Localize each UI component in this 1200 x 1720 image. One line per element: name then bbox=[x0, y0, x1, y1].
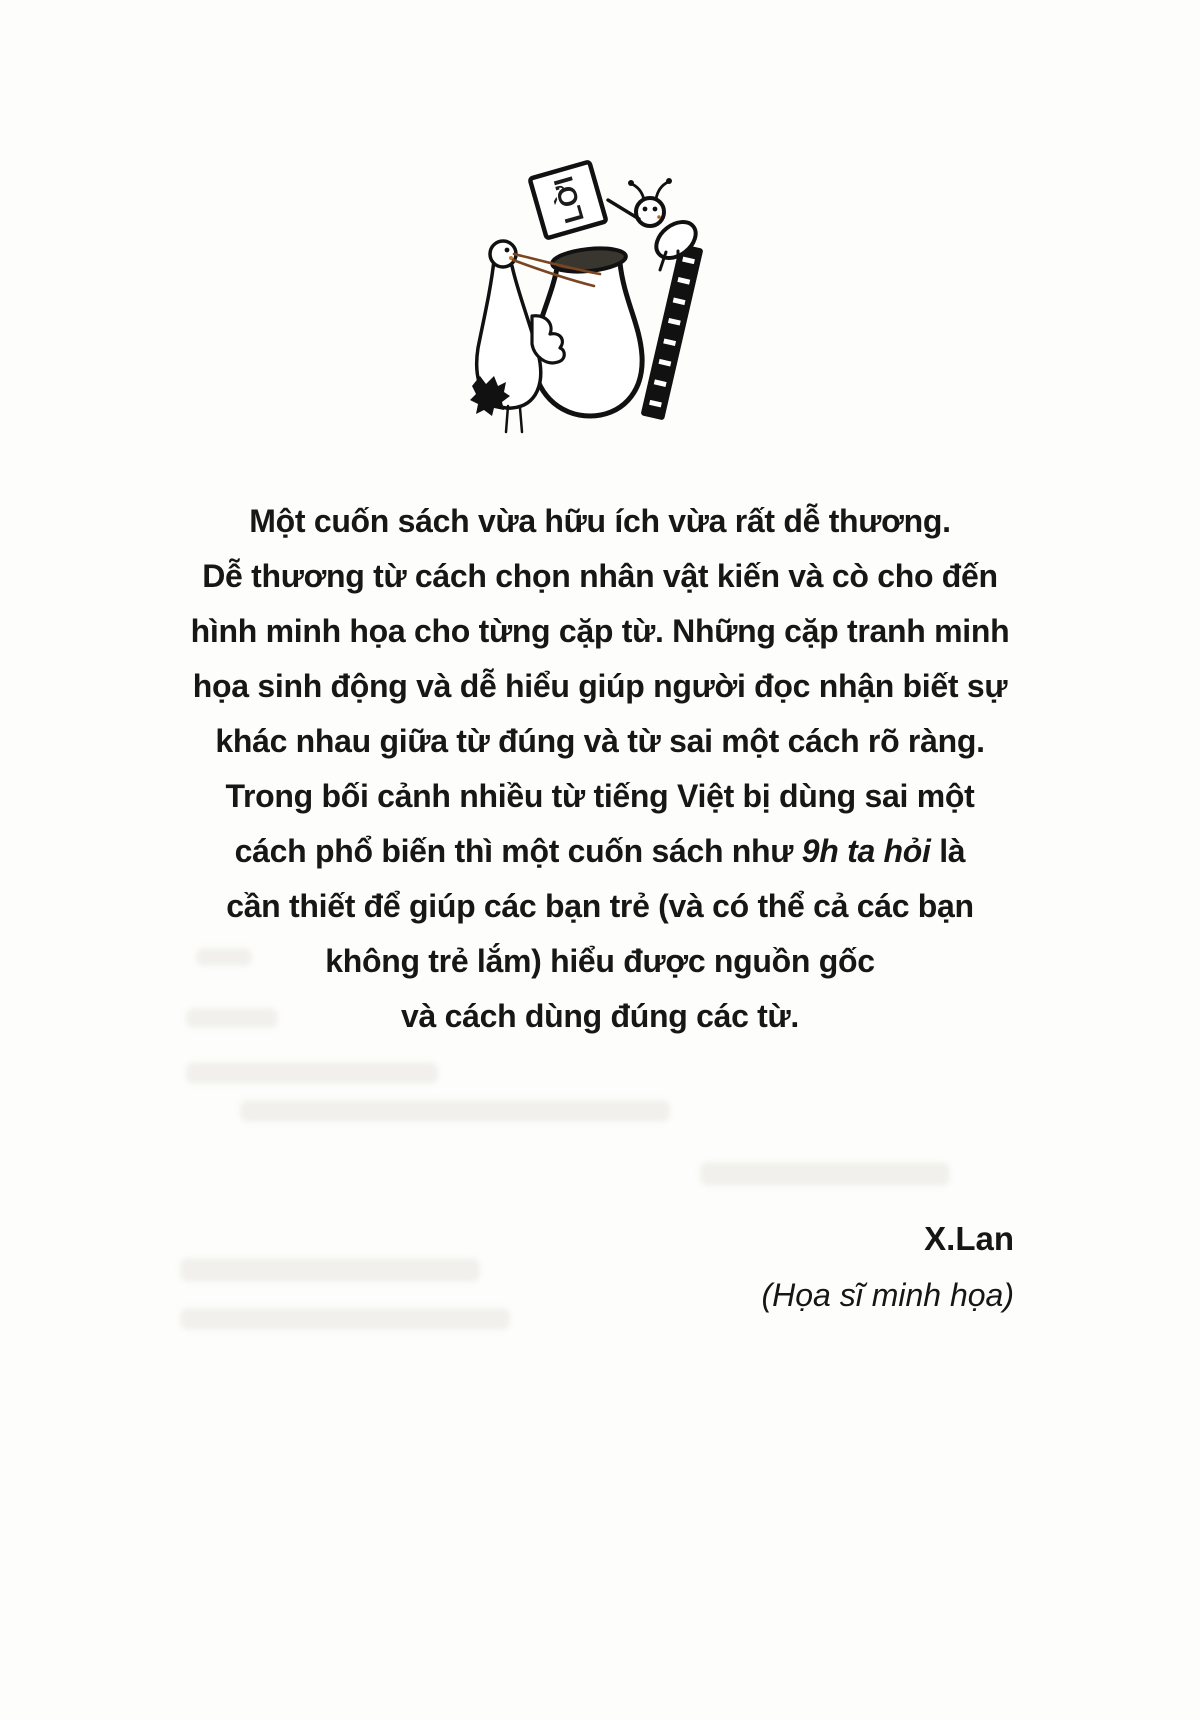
illustration-svg bbox=[448, 148, 710, 436]
page-bleed-through bbox=[186, 1062, 438, 1084]
page-bleed-through bbox=[186, 1008, 278, 1028]
quote-line: và cách dùng đúng các từ. bbox=[401, 998, 799, 1034]
signature-role: (Họa sĩ minh họa) bbox=[761, 1277, 1014, 1313]
page-bleed-through bbox=[240, 1100, 670, 1122]
book-title: 9h ta hỏi bbox=[801, 833, 931, 869]
sign-text: LỜI bbox=[548, 172, 590, 227]
page-bleed-through bbox=[180, 1308, 510, 1330]
quote-line-text: cách phổ biến thì một cuốn sách như bbox=[234, 833, 802, 869]
signature-block bbox=[761, 1220, 1014, 1314]
quote-line: họa sinh động và dễ hiểu giúp người đọc nhận biết sự bbox=[192, 668, 1008, 704]
review-quote bbox=[130, 494, 1070, 1044]
quote-line bbox=[130, 824, 1070, 879]
quote-line: khác nhau giữa từ đúng và từ sai một cách rõ ràng. bbox=[215, 723, 985, 759]
quote-line-text: là bbox=[930, 833, 966, 869]
quote-line: hình minh họa cho từng cặp từ. Những cặp tranh minh bbox=[190, 613, 1010, 649]
page-bleed-through bbox=[700, 1162, 950, 1186]
quote-line: cần thiết để giúp các bạn trẻ (và có thể cả các bạn bbox=[226, 888, 974, 924]
quote-line: không trẻ lắm) hiểu được nguồn gốc bbox=[325, 943, 875, 979]
quote-line: Dễ thương từ cách chọn nhân vật kiến và cò cho đến bbox=[202, 558, 998, 594]
ladder-icon bbox=[641, 244, 704, 421]
quote-line: Một cuốn sách vừa hữu ích vừa rất dễ thương. bbox=[249, 503, 951, 539]
page-bleed-through bbox=[180, 1258, 480, 1282]
word-sign-icon bbox=[530, 162, 607, 239]
quote-line: Trong bối cảnh nhiều từ tiếng Việt bị dùng sai một bbox=[225, 778, 975, 814]
stork-ant-jar-illustration bbox=[448, 148, 710, 436]
page-bleed-through bbox=[196, 948, 252, 966]
signature-author: X.Lan bbox=[924, 1220, 1014, 1257]
